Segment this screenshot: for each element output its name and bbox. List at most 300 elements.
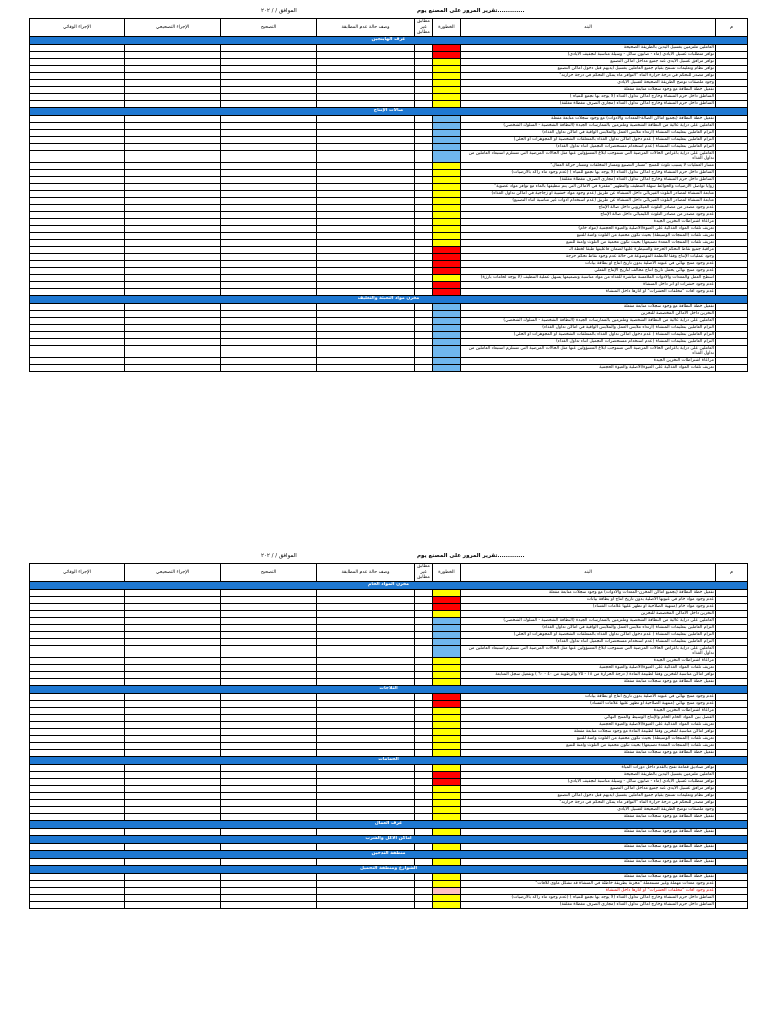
- preventive-cell[interactable]: [30, 232, 125, 239]
- nonconformity-desc-cell[interactable]: [317, 638, 415, 645]
- match-cell[interactable]: [415, 331, 433, 338]
- preventive-cell[interactable]: [30, 317, 125, 324]
- nonconformity-desc-cell[interactable]: [317, 735, 415, 742]
- correction-cell[interactable]: [221, 79, 317, 86]
- nonconformity-desc-cell[interactable]: [317, 880, 415, 887]
- nonconformity-desc-cell[interactable]: [317, 51, 415, 58]
- correction-cell[interactable]: [221, 218, 317, 225]
- corrective-cell[interactable]: [125, 267, 221, 274]
- preventive-cell[interactable]: [30, 115, 125, 122]
- correction-cell[interactable]: [221, 357, 317, 364]
- nonconformity-desc-cell[interactable]: [317, 218, 415, 225]
- match-cell[interactable]: [415, 843, 433, 850]
- nonconformity-desc-cell[interactable]: [317, 771, 415, 778]
- match-cell[interactable]: [415, 58, 433, 65]
- correction-cell[interactable]: [221, 707, 317, 714]
- nonconformity-desc-cell[interactable]: [317, 357, 415, 364]
- nonconformity-desc-cell[interactable]: [317, 260, 415, 267]
- nonconformity-desc-cell[interactable]: [317, 129, 415, 136]
- nonconformity-desc-cell[interactable]: [317, 162, 415, 169]
- match-cell[interactable]: [415, 364, 433, 371]
- correction-cell[interactable]: [221, 596, 317, 603]
- nonconformity-desc-cell[interactable]: [317, 225, 415, 232]
- corrective-cell[interactable]: [125, 51, 221, 58]
- match-cell[interactable]: [415, 749, 433, 756]
- correction-cell[interactable]: [221, 792, 317, 799]
- corrective-cell[interactable]: [125, 239, 221, 246]
- correction-cell[interactable]: [221, 239, 317, 246]
- correction-cell[interactable]: [221, 828, 317, 835]
- correction-cell[interactable]: [221, 253, 317, 260]
- nonconformity-desc-cell[interactable]: [317, 267, 415, 274]
- match-cell[interactable]: [415, 828, 433, 835]
- corrective-cell[interactable]: [125, 828, 221, 835]
- match-cell[interactable]: [415, 901, 433, 908]
- corrective-cell[interactable]: [125, 176, 221, 183]
- corrective-cell[interactable]: [125, 707, 221, 714]
- nonconformity-desc-cell[interactable]: [317, 721, 415, 728]
- corrective-cell[interactable]: [125, 728, 221, 735]
- correction-cell[interactable]: [221, 310, 317, 317]
- corrective-cell[interactable]: [125, 813, 221, 820]
- match-cell[interactable]: [415, 169, 433, 176]
- corrective-cell[interactable]: [125, 122, 221, 129]
- correction-cell[interactable]: [221, 162, 317, 169]
- nonconformity-desc-cell[interactable]: [317, 281, 415, 288]
- preventive-cell[interactable]: [30, 792, 125, 799]
- correction-cell[interactable]: [221, 771, 317, 778]
- correction-cell[interactable]: [221, 858, 317, 865]
- correction-cell[interactable]: [221, 364, 317, 371]
- preventive-cell[interactable]: [30, 44, 125, 51]
- match-cell[interactable]: [415, 288, 433, 295]
- preventive-cell[interactable]: [30, 624, 125, 631]
- match-cell[interactable]: [415, 129, 433, 136]
- correction-cell[interactable]: [221, 260, 317, 267]
- corrective-cell[interactable]: [125, 338, 221, 345]
- corrective-cell[interactable]: [125, 136, 221, 143]
- preventive-cell[interactable]: [30, 93, 125, 100]
- corrective-cell[interactable]: [125, 310, 221, 317]
- match-cell[interactable]: [415, 806, 433, 813]
- match-cell[interactable]: [415, 225, 433, 232]
- corrective-cell[interactable]: [125, 617, 221, 624]
- preventive-cell[interactable]: [30, 357, 125, 364]
- preventive-cell[interactable]: [30, 324, 125, 331]
- correction-cell[interactable]: [221, 190, 317, 197]
- correction-cell[interactable]: [221, 338, 317, 345]
- match-cell[interactable]: [415, 44, 433, 51]
- corrective-cell[interactable]: [125, 197, 221, 204]
- preventive-cell[interactable]: [30, 274, 125, 281]
- corrective-cell[interactable]: [125, 204, 221, 211]
- nonconformity-desc-cell[interactable]: [317, 58, 415, 65]
- corrective-cell[interactable]: [125, 44, 221, 51]
- correction-cell[interactable]: [221, 645, 317, 657]
- preventive-cell[interactable]: [30, 858, 125, 865]
- correction-cell[interactable]: [221, 843, 317, 850]
- correction-cell[interactable]: [221, 664, 317, 671]
- correction-cell[interactable]: [221, 324, 317, 331]
- nonconformity-desc-cell[interactable]: [317, 288, 415, 295]
- match-cell[interactable]: [415, 204, 433, 211]
- match-cell[interactable]: [415, 211, 433, 218]
- correction-cell[interactable]: [221, 603, 317, 610]
- preventive-cell[interactable]: [30, 880, 125, 887]
- match-cell[interactable]: [415, 72, 433, 79]
- correction-cell[interactable]: [221, 742, 317, 749]
- correction-cell[interactable]: [221, 631, 317, 638]
- nonconformity-desc-cell[interactable]: [317, 197, 415, 204]
- correction-cell[interactable]: [221, 281, 317, 288]
- nonconformity-desc-cell[interactable]: [317, 79, 415, 86]
- corrective-cell[interactable]: [125, 253, 221, 260]
- corrective-cell[interactable]: [125, 589, 221, 596]
- match-cell[interactable]: [415, 778, 433, 785]
- corrective-cell[interactable]: [125, 225, 221, 232]
- match-cell[interactable]: [415, 345, 433, 357]
- nonconformity-desc-cell[interactable]: [317, 671, 415, 678]
- match-cell[interactable]: [415, 657, 433, 664]
- match-cell[interactable]: [415, 338, 433, 345]
- nonconformity-desc-cell[interactable]: [317, 596, 415, 603]
- correction-cell[interactable]: [221, 785, 317, 792]
- preventive-cell[interactable]: [30, 364, 125, 371]
- nonconformity-desc-cell[interactable]: [317, 764, 415, 771]
- corrective-cell[interactable]: [125, 246, 221, 253]
- preventive-cell[interactable]: [30, 345, 125, 357]
- nonconformity-desc-cell[interactable]: [317, 894, 415, 901]
- nonconformity-desc-cell[interactable]: [317, 239, 415, 246]
- corrective-cell[interactable]: [125, 232, 221, 239]
- correction-cell[interactable]: [221, 197, 317, 204]
- correction-cell[interactable]: [221, 317, 317, 324]
- corrective-cell[interactable]: [125, 58, 221, 65]
- corrective-cell[interactable]: [125, 150, 221, 162]
- correction-cell[interactable]: [221, 799, 317, 806]
- correction-cell[interactable]: [221, 894, 317, 901]
- corrective-cell[interactable]: [125, 364, 221, 371]
- corrective-cell[interactable]: [125, 671, 221, 678]
- nonconformity-desc-cell[interactable]: [317, 742, 415, 749]
- preventive-cell[interactable]: [30, 253, 125, 260]
- match-cell[interactable]: [415, 310, 433, 317]
- nonconformity-desc-cell[interactable]: [317, 785, 415, 792]
- correction-cell[interactable]: [221, 58, 317, 65]
- preventive-cell[interactable]: [30, 267, 125, 274]
- correction-cell[interactable]: [221, 657, 317, 664]
- nonconformity-desc-cell[interactable]: [317, 324, 415, 331]
- nonconformity-desc-cell[interactable]: [317, 728, 415, 735]
- corrective-cell[interactable]: [125, 778, 221, 785]
- corrective-cell[interactable]: [125, 357, 221, 364]
- corrective-cell[interactable]: [125, 288, 221, 295]
- match-cell[interactable]: [415, 239, 433, 246]
- match-cell[interactable]: [415, 631, 433, 638]
- correction-cell[interactable]: [221, 331, 317, 338]
- nonconformity-desc-cell[interactable]: [317, 657, 415, 664]
- correction-cell[interactable]: [221, 714, 317, 721]
- corrective-cell[interactable]: [125, 735, 221, 742]
- nonconformity-desc-cell[interactable]: [317, 778, 415, 785]
- preventive-cell[interactable]: [30, 288, 125, 295]
- corrective-cell[interactable]: [125, 115, 221, 122]
- match-cell[interactable]: [415, 162, 433, 169]
- correction-cell[interactable]: [221, 700, 317, 707]
- preventive-cell[interactable]: [30, 764, 125, 771]
- preventive-cell[interactable]: [30, 799, 125, 806]
- nonconformity-desc-cell[interactable]: [317, 183, 415, 190]
- preventive-cell[interactable]: [30, 225, 125, 232]
- preventive-cell[interactable]: [30, 589, 125, 596]
- correction-cell[interactable]: [221, 204, 317, 211]
- correction-cell[interactable]: [221, 610, 317, 617]
- preventive-cell[interactable]: [30, 281, 125, 288]
- nonconformity-desc-cell[interactable]: [317, 331, 415, 338]
- match-cell[interactable]: [415, 894, 433, 901]
- nonconformity-desc-cell[interactable]: [317, 86, 415, 93]
- preventive-cell[interactable]: [30, 239, 125, 246]
- preventive-cell[interactable]: [30, 707, 125, 714]
- corrective-cell[interactable]: [125, 331, 221, 338]
- match-cell[interactable]: [415, 589, 433, 596]
- corrective-cell[interactable]: [125, 79, 221, 86]
- match-cell[interactable]: [415, 721, 433, 728]
- corrective-cell[interactable]: [125, 799, 221, 806]
- preventive-cell[interactable]: [30, 162, 125, 169]
- preventive-cell[interactable]: [30, 721, 125, 728]
- corrective-cell[interactable]: [125, 894, 221, 901]
- correction-cell[interactable]: [221, 638, 317, 645]
- nonconformity-desc-cell[interactable]: [317, 843, 415, 850]
- match-cell[interactable]: [415, 596, 433, 603]
- correction-cell[interactable]: [221, 44, 317, 51]
- preventive-cell[interactable]: [30, 887, 125, 894]
- corrective-cell[interactable]: [125, 190, 221, 197]
- corrective-cell[interactable]: [125, 858, 221, 865]
- correction-cell[interactable]: [221, 51, 317, 58]
- corrective-cell[interactable]: [125, 901, 221, 908]
- match-cell[interactable]: [415, 324, 433, 331]
- correction-cell[interactable]: [221, 887, 317, 894]
- correction-cell[interactable]: [221, 693, 317, 700]
- match-cell[interactable]: [415, 122, 433, 129]
- match-cell[interactable]: [415, 93, 433, 100]
- correction-cell[interactable]: [221, 150, 317, 162]
- corrective-cell[interactable]: [125, 596, 221, 603]
- nonconformity-desc-cell[interactable]: [317, 678, 415, 685]
- preventive-cell[interactable]: [30, 894, 125, 901]
- correction-cell[interactable]: [221, 86, 317, 93]
- nonconformity-desc-cell[interactable]: [317, 828, 415, 835]
- match-cell[interactable]: [415, 624, 433, 631]
- preventive-cell[interactable]: [30, 65, 125, 72]
- match-cell[interactable]: [415, 887, 433, 894]
- preventive-cell[interactable]: [30, 260, 125, 267]
- match-cell[interactable]: [415, 190, 433, 197]
- nonconformity-desc-cell[interactable]: [317, 65, 415, 72]
- corrective-cell[interactable]: [125, 657, 221, 664]
- correction-cell[interactable]: [221, 232, 317, 239]
- preventive-cell[interactable]: [30, 828, 125, 835]
- correction-cell[interactable]: [221, 901, 317, 908]
- preventive-cell[interactable]: [30, 303, 125, 310]
- correction-cell[interactable]: [221, 136, 317, 143]
- preventive-cell[interactable]: [30, 79, 125, 86]
- correction-cell[interactable]: [221, 211, 317, 218]
- correction-cell[interactable]: [221, 288, 317, 295]
- match-cell[interactable]: [415, 873, 433, 880]
- match-cell[interactable]: [415, 100, 433, 107]
- correction-cell[interactable]: [221, 72, 317, 79]
- match-cell[interactable]: [415, 764, 433, 771]
- corrective-cell[interactable]: [125, 771, 221, 778]
- correction-cell[interactable]: [221, 735, 317, 742]
- nonconformity-desc-cell[interactable]: [317, 364, 415, 371]
- nonconformity-desc-cell[interactable]: [317, 806, 415, 813]
- preventive-cell[interactable]: [30, 310, 125, 317]
- correction-cell[interactable]: [221, 267, 317, 274]
- preventive-cell[interactable]: [30, 596, 125, 603]
- nonconformity-desc-cell[interactable]: [317, 901, 415, 908]
- match-cell[interactable]: [415, 274, 433, 281]
- preventive-cell[interactable]: [30, 901, 125, 908]
- nonconformity-desc-cell[interactable]: [317, 44, 415, 51]
- corrective-cell[interactable]: [125, 624, 221, 631]
- corrective-cell[interactable]: [125, 72, 221, 79]
- nonconformity-desc-cell[interactable]: [317, 589, 415, 596]
- correction-cell[interactable]: [221, 617, 317, 624]
- correction-cell[interactable]: [221, 129, 317, 136]
- correction-cell[interactable]: [221, 65, 317, 72]
- match-cell[interactable]: [415, 714, 433, 721]
- nonconformity-desc-cell[interactable]: [317, 338, 415, 345]
- preventive-cell[interactable]: [30, 331, 125, 338]
- correction-cell[interactable]: [221, 274, 317, 281]
- preventive-cell[interactable]: [30, 678, 125, 685]
- nonconformity-desc-cell[interactable]: [317, 345, 415, 357]
- nonconformity-desc-cell[interactable]: [317, 136, 415, 143]
- corrective-cell[interactable]: [125, 645, 221, 657]
- nonconformity-desc-cell[interactable]: [317, 211, 415, 218]
- match-cell[interactable]: [415, 603, 433, 610]
- match-cell[interactable]: [415, 246, 433, 253]
- preventive-cell[interactable]: [30, 218, 125, 225]
- match-cell[interactable]: [415, 218, 433, 225]
- corrective-cell[interactable]: [125, 324, 221, 331]
- nonconformity-desc-cell[interactable]: [317, 122, 415, 129]
- nonconformity-desc-cell[interactable]: [317, 253, 415, 260]
- correction-cell[interactable]: [221, 100, 317, 107]
- preventive-cell[interactable]: [30, 749, 125, 756]
- preventive-cell[interactable]: [30, 714, 125, 721]
- preventive-cell[interactable]: [30, 100, 125, 107]
- corrective-cell[interactable]: [125, 211, 221, 218]
- preventive-cell[interactable]: [30, 338, 125, 345]
- match-cell[interactable]: [415, 79, 433, 86]
- corrective-cell[interactable]: [125, 345, 221, 357]
- preventive-cell[interactable]: [30, 58, 125, 65]
- preventive-cell[interactable]: [30, 204, 125, 211]
- corrective-cell[interactable]: [125, 93, 221, 100]
- preventive-cell[interactable]: [30, 86, 125, 93]
- corrective-cell[interactable]: [125, 162, 221, 169]
- nonconformity-desc-cell[interactable]: [317, 813, 415, 820]
- correction-cell[interactable]: [221, 225, 317, 232]
- preventive-cell[interactable]: [30, 617, 125, 624]
- nonconformity-desc-cell[interactable]: [317, 707, 415, 714]
- corrective-cell[interactable]: [125, 806, 221, 813]
- corrective-cell[interactable]: [125, 274, 221, 281]
- preventive-cell[interactable]: [30, 603, 125, 610]
- preventive-cell[interactable]: [30, 806, 125, 813]
- preventive-cell[interactable]: [30, 873, 125, 880]
- preventive-cell[interactable]: [30, 657, 125, 664]
- preventive-cell[interactable]: [30, 246, 125, 253]
- nonconformity-desc-cell[interactable]: [317, 143, 415, 150]
- preventive-cell[interactable]: [30, 638, 125, 645]
- nonconformity-desc-cell[interactable]: [317, 169, 415, 176]
- nonconformity-desc-cell[interactable]: [317, 714, 415, 721]
- preventive-cell[interactable]: [30, 197, 125, 204]
- correction-cell[interactable]: [221, 169, 317, 176]
- match-cell[interactable]: [415, 742, 433, 749]
- preventive-cell[interactable]: [30, 700, 125, 707]
- corrective-cell[interactable]: [125, 693, 221, 700]
- correction-cell[interactable]: [221, 303, 317, 310]
- correction-cell[interactable]: [221, 721, 317, 728]
- match-cell[interactable]: [415, 176, 433, 183]
- corrective-cell[interactable]: [125, 880, 221, 887]
- corrective-cell[interactable]: [125, 100, 221, 107]
- match-cell[interactable]: [415, 728, 433, 735]
- nonconformity-desc-cell[interactable]: [317, 93, 415, 100]
- corrective-cell[interactable]: [125, 664, 221, 671]
- correction-cell[interactable]: [221, 778, 317, 785]
- match-cell[interactable]: [415, 785, 433, 792]
- nonconformity-desc-cell[interactable]: [317, 858, 415, 865]
- nonconformity-desc-cell[interactable]: [317, 693, 415, 700]
- match-cell[interactable]: [415, 86, 433, 93]
- nonconformity-desc-cell[interactable]: [317, 624, 415, 631]
- correction-cell[interactable]: [221, 183, 317, 190]
- correction-cell[interactable]: [221, 246, 317, 253]
- nonconformity-desc-cell[interactable]: [317, 631, 415, 638]
- nonconformity-desc-cell[interactable]: [317, 100, 415, 107]
- nonconformity-desc-cell[interactable]: [317, 317, 415, 324]
- nonconformity-desc-cell[interactable]: [317, 232, 415, 239]
- match-cell[interactable]: [415, 858, 433, 865]
- preventive-cell[interactable]: [30, 742, 125, 749]
- nonconformity-desc-cell[interactable]: [317, 190, 415, 197]
- corrective-cell[interactable]: [125, 610, 221, 617]
- preventive-cell[interactable]: [30, 169, 125, 176]
- correction-cell[interactable]: [221, 671, 317, 678]
- correction-cell[interactable]: [221, 122, 317, 129]
- match-cell[interactable]: [415, 813, 433, 820]
- match-cell[interactable]: [415, 267, 433, 274]
- preventive-cell[interactable]: [30, 51, 125, 58]
- nonconformity-desc-cell[interactable]: [317, 664, 415, 671]
- corrective-cell[interactable]: [125, 143, 221, 150]
- corrective-cell[interactable]: [125, 183, 221, 190]
- match-cell[interactable]: [415, 115, 433, 122]
- correction-cell[interactable]: [221, 806, 317, 813]
- match-cell[interactable]: [415, 880, 433, 887]
- nonconformity-desc-cell[interactable]: [317, 72, 415, 79]
- preventive-cell[interactable]: [30, 645, 125, 657]
- corrective-cell[interactable]: [125, 65, 221, 72]
